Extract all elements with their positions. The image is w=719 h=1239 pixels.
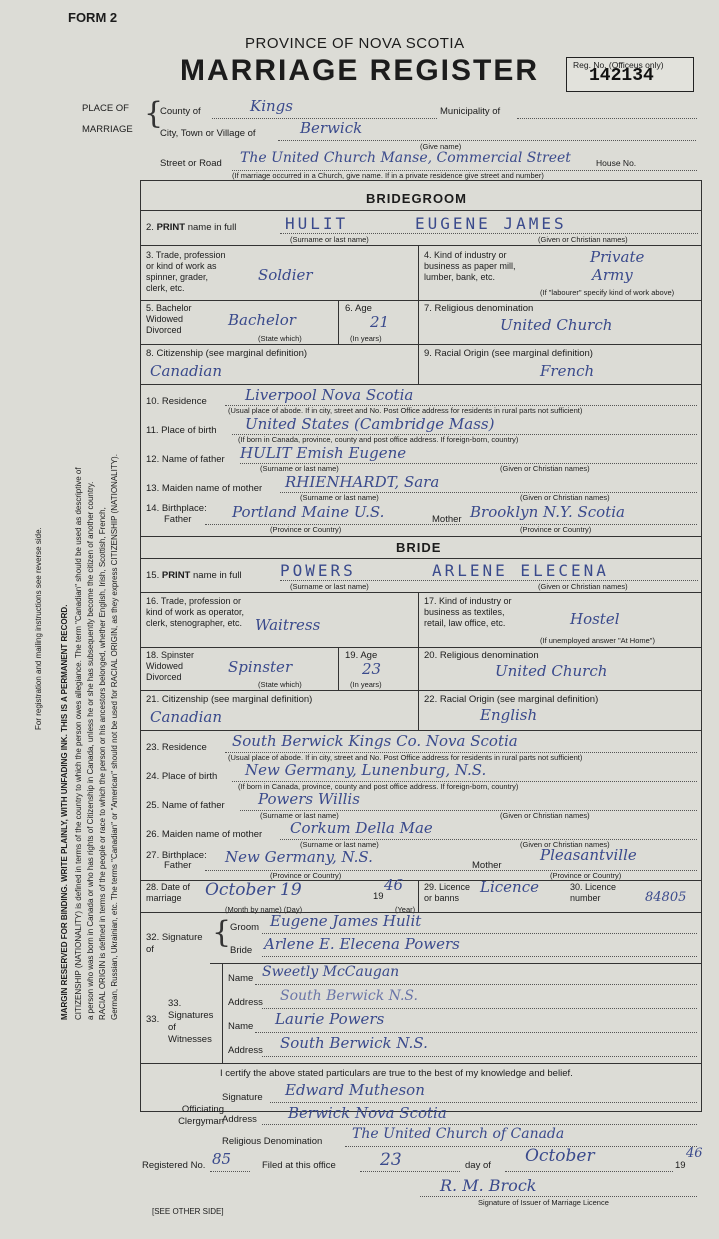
groom-birthplace-parents-label: 14. Birthplace:: [146, 503, 207, 514]
bride-racial-label: 22. Racial Origin (see marginal definition): [424, 694, 599, 705]
page-title: MARRIAGE REGISTER: [180, 54, 540, 87]
bride-status-value: Spinster: [228, 658, 293, 676]
witness1-name: Sweetly McCaugan: [262, 964, 400, 980]
groom-mother-birthplace-value: Brooklyn N.Y. Scotia: [470, 503, 625, 521]
bride-age-value: 23: [362, 660, 382, 678]
filed-month: October: [525, 1146, 595, 1166]
clergy-address-label: Address: [222, 1114, 257, 1125]
bride-father-label: 25. Name of father: [146, 800, 225, 811]
groom-religion-label: 7. Religious denomination: [424, 303, 534, 314]
bride-industry-value: Hostel: [570, 610, 620, 628]
groom-status-label: 5. Bachelor Widowed Divorced: [146, 303, 192, 335]
groom-racial-label: 9. Racial Origin (see marginal definition): [424, 348, 593, 359]
groom-industry-label: 4. Kind of industry or business as paper mill, lumber, bank, etc.: [424, 250, 516, 282]
bride-mother-value: Corkum Della Mae: [290, 819, 433, 837]
bride-citizenship-value: Canadian: [150, 708, 223, 726]
bride-industry-label: 17. Kind of industry or business as textiles, retail, law office, etc.: [424, 596, 512, 628]
groom-father-label: 12. Name of father: [146, 454, 225, 465]
bride-print-label: PRINT: [161, 570, 191, 581]
form-number: FORM 2: [68, 10, 118, 25]
bride-father-value: Powers Willis: [258, 790, 360, 808]
groom-age-value: 21: [370, 313, 390, 331]
bride-status-label: 18. Spinster Widowed Divorced: [146, 650, 195, 682]
registered-value: 85: [212, 1150, 232, 1168]
witness2-name-label: Name: [228, 1021, 254, 1032]
bride-citizenship-label: 21. Citizenship (see marginal definition): [146, 694, 313, 705]
bride-name-label: name in full: [193, 570, 242, 581]
bride-trade-value: Waitress: [255, 616, 321, 634]
groom-name-num: 2.: [146, 222, 154, 233]
bride-surname-note: (Surname or last name): [290, 582, 369, 591]
witness2-address-label: Address: [228, 1045, 263, 1056]
bride-age-note: (In years): [350, 680, 382, 689]
groom-given-note: (Given or Christian names): [538, 235, 628, 244]
witness2-name: Laurie Powers: [275, 1010, 385, 1028]
groom-trade-value: Soldier: [258, 266, 313, 284]
street-note: (If marriage occurred in a Church, give name. If in a private residence give street and number): [232, 171, 544, 180]
bride-birthplace-parents-label: 27. Birthplace:: [146, 850, 207, 861]
groom-signature-label: Groom: [230, 922, 260, 933]
groom-surname: HULIT: [285, 214, 349, 233]
city-value: Berwick: [300, 119, 363, 137]
margin-binding-note: MARGIN RESERVED FOR BINDING. WRITE PLAINLY, WITH UNFADING INK. THIS IS A PERMANENT RECORD.: [60, 604, 69, 1020]
clergy-signature: Edward Mutheson: [285, 1081, 425, 1099]
groom-name-label: name in full: [187, 222, 237, 233]
groom-surname-note: (Surname or last name): [290, 235, 369, 244]
groom-father-value: HULIT Emish Eugene: [240, 444, 407, 462]
margin-citizenship-def-1: CITIZENSHIP (NATIONALITY) is defined in terms of the country to which the person owes allegiance. The term "Canadian" should be used as descriptive of: [74, 467, 83, 1020]
clergy-religion-label: Religious Denomination: [222, 1136, 323, 1147]
groom-mother-given-note: (Given or Christian names): [520, 493, 610, 502]
groom-religion-value: United Church: [500, 316, 613, 334]
bride-father-pc-note: (Province or Country): [270, 871, 342, 880]
place-brace: {: [144, 96, 164, 131]
signature-of-label: 32. Signature of: [146, 932, 203, 955]
bride-name-num: 15.: [146, 570, 160, 581]
marriage-date-value: October 19: [205, 880, 302, 900]
signature-brace: {: [212, 915, 232, 950]
marriage-year-note: (Year): [395, 905, 416, 914]
bride-mother-pc-note: (Province or Country): [550, 871, 622, 880]
groom-birthplace-note: (If born in Canada, province, county and post office address. If foreign-born, country): [238, 435, 519, 444]
groom-father-birthplace-label: Father: [164, 514, 192, 525]
bride-mother-given-note: (Given or Christian names): [520, 840, 610, 849]
street-label: Street or Road: [160, 158, 222, 169]
bride-residence-value: South Berwick Kings Co. Nova Scotia: [232, 732, 518, 750]
registration-number: 142134: [589, 66, 654, 86]
groom-father-birthplace-value: Portland Maine U.S.: [232, 503, 385, 521]
groom-father-given-note: (Given or Christian names): [500, 464, 590, 473]
groom-citizenship-value: Canadian: [150, 362, 223, 380]
marriage-date-note: (Month by name) (Day): [225, 905, 303, 914]
witness1-name-label: Name: [228, 973, 254, 984]
groom-residence-note: (Usual place of abode. If in city, street and No. Post Office address for residents in rural parts not sufficient): [228, 406, 583, 415]
marriage-year-prefix: 19: [373, 891, 384, 902]
county-value: Kings: [250, 97, 293, 115]
bride-residence-note: (Usual place of abode. If in city, street and No. Post Office address for residents in rural parts not sufficient): [228, 753, 583, 762]
margin-instructions: For registration and mailing instructions see reverse side.: [34, 527, 43, 730]
groom-father-pc-note: (Province or Country): [270, 525, 342, 534]
bride-father-birthplace-value: New Germany, N.S.: [225, 848, 373, 866]
witness1-address: South Berwick N.S.: [280, 988, 418, 1004]
bride-industry-note: (If unemployed answer "At Home"): [540, 636, 655, 645]
groom-industry-note: (If "labourer" specify kind of work above): [540, 288, 675, 297]
groom-racial-value: French: [540, 362, 595, 380]
groom-given-names: EUGENE JAMES: [415, 214, 567, 233]
licence-banns-value: Licence: [480, 878, 539, 896]
place-label-1: PLACE OF: [82, 103, 129, 114]
give-name-note: (Give name): [420, 142, 462, 151]
clergy-address: Berwick Nova Scotia: [288, 1104, 447, 1122]
groom-industry-value-1: Private: [590, 248, 645, 266]
bride-mother-birthplace-label: Mother: [472, 860, 502, 871]
register-frame: [140, 180, 702, 1112]
licence-number-value: 84805: [645, 890, 687, 905]
bride-heading: BRIDE: [396, 540, 442, 555]
bride-trade-label: 16. Trade, profession or kind of work as operator, clerk, stenographer, etc.: [146, 596, 245, 628]
licence-banns-label: 29. Licence or banns: [424, 882, 471, 903]
province-heading: PROVINCE OF NOVA SCOTIA: [245, 35, 465, 52]
bride-racial-value: English: [480, 706, 538, 724]
city-label: City, Town or Village of: [160, 128, 256, 139]
groom-mother-birthplace-label: Mother: [432, 514, 462, 525]
bride-mother-surname-note: (Surname or last name): [300, 840, 379, 849]
filed-day: 23: [380, 1150, 402, 1170]
bride-religion-label: 20. Religious denomination: [424, 650, 539, 661]
groom-mother-pc-note: (Province or Country): [520, 525, 592, 534]
groom-mother-label: 13. Maiden name of mother: [146, 483, 263, 494]
registration-number-box: [566, 57, 694, 92]
groom-residence-label: 10. Residence: [146, 396, 207, 407]
filed-year-prefix: 19: [675, 1160, 686, 1171]
clergy-signature-label: Signature: [222, 1092, 263, 1103]
groom-signature: Eugene James Hulit: [270, 912, 422, 930]
witness-num: 33.: [146, 1014, 160, 1025]
witness2-address: South Berwick N.S.: [280, 1034, 428, 1052]
certify-statement: I certify the above stated particulars are true to the best of my knowledge and belief.: [220, 1068, 573, 1079]
bride-signature: Arlene E. Elecena Powers: [264, 935, 460, 953]
bride-birthplace-note: (If born in Canada, province, county and post office address. If foreign-born, country): [238, 782, 519, 791]
house-number-label: House No.: [596, 158, 637, 168]
margin-citizenship-def-2: a person who was born in Canada or who has rights of Citizenship in Canada, unless he or she has subsequently become the citizen of another country.: [86, 481, 95, 1020]
groom-birthplace-value: United States (Cambridge Mass): [245, 415, 495, 433]
groom-industry-value-2: Army: [592, 266, 633, 284]
issuer-signature: R. M. Brock: [440, 1176, 537, 1195]
groom-mother-surname-note: (Surname or last name): [300, 493, 379, 502]
groom-trade-label: 3. Trade, profession or kind of work as spinner, grader, clerk, etc.: [146, 250, 226, 293]
issuer-label: Signature of Issuer of Marriage Licence: [478, 1198, 609, 1207]
groom-birthplace-label: 11. Place of birth: [146, 425, 217, 436]
bridegroom-heading: BRIDEGROOM: [366, 191, 467, 206]
bride-birthplace-value: New Germany, Lunenburg, N.S.: [245, 761, 487, 779]
filed-year: 46: [686, 1146, 703, 1161]
groom-mother-value: RHIENHARDT, Sara: [285, 473, 440, 491]
witness1-address-label: Address: [228, 997, 263, 1008]
bride-father-surname-note: (Surname or last name): [260, 811, 339, 820]
bride-status-note: (State which): [258, 680, 302, 689]
groom-status-value: Bachelor: [228, 311, 296, 329]
groom-father-surname-note: (Surname or last name): [260, 464, 339, 473]
registration-note: Reg. No. (Officeus only): [573, 60, 664, 70]
place-label-2: MARRIAGE: [82, 124, 133, 135]
filed-label: Filed at this office: [262, 1160, 336, 1171]
groom-residence-value: Liverpool Nova Scotia: [245, 386, 414, 404]
bride-father-birthplace-label: Father: [164, 860, 192, 871]
officiating-label: Officiating Clergyman: [178, 1104, 224, 1127]
bride-surname: POWERS: [280, 561, 356, 580]
bride-given-note: (Given or Christian names): [538, 582, 628, 591]
municipality-label: Municipality of: [440, 106, 501, 117]
bride-given-names: ARLENE ELECENA: [432, 561, 609, 580]
groom-citizenship-label: 8. Citizenship (see marginal definition): [146, 348, 308, 359]
marriage-date-label: 28. Date of marriage: [146, 882, 191, 903]
registered-label: Registered No.: [142, 1160, 206, 1171]
county-label: County of: [160, 106, 201, 117]
bride-birthplace-label: 24. Place of birth: [146, 771, 218, 782]
groom-age-label: 6. Age: [345, 303, 372, 314]
bride-residence-label: 23. Residence: [146, 742, 207, 753]
bride-signature-label: Bride: [230, 945, 253, 956]
clergy-religion: The United Church of Canada: [352, 1126, 565, 1142]
witness-label: 33. Signatures of Witnesses: [168, 998, 214, 1045]
bride-age-label: 19. Age: [345, 650, 378, 661]
day-of-label: day of: [465, 1160, 491, 1171]
see-other-side: [SEE OTHER SIDE]: [152, 1207, 224, 1216]
bride-father-given-note: (Given or Christian names): [500, 811, 590, 820]
groom-status-note: (State which): [258, 334, 302, 343]
groom-age-note: (In years): [350, 334, 382, 343]
marriage-year-value: 46: [384, 876, 404, 894]
licence-number-label: 30. Licence number: [570, 882, 617, 903]
groom-print-label: PRINT: [156, 222, 186, 233]
bride-religion-value: United Church: [495, 662, 608, 680]
margin-racial-def-1: RACIAL ORIGIN is defined in terms of the people or race to which the person or his ancestors belonged, whether English, Irish, Scottish, French,: [98, 507, 107, 1020]
bride-mother-birthplace-value: Pleasantville: [540, 846, 637, 864]
street-value: The United Church Manse, Commercial Street: [240, 150, 571, 166]
bride-mother-label: 26. Maiden name of mother: [146, 829, 263, 840]
margin-racial-def-2: German, Russian, Ukrainian, etc. The terms "Canadian" or "American" should not be used for RACIAL ORIGIN, as they express CITIZENSHIP (NATIONALITY).: [110, 454, 119, 1020]
